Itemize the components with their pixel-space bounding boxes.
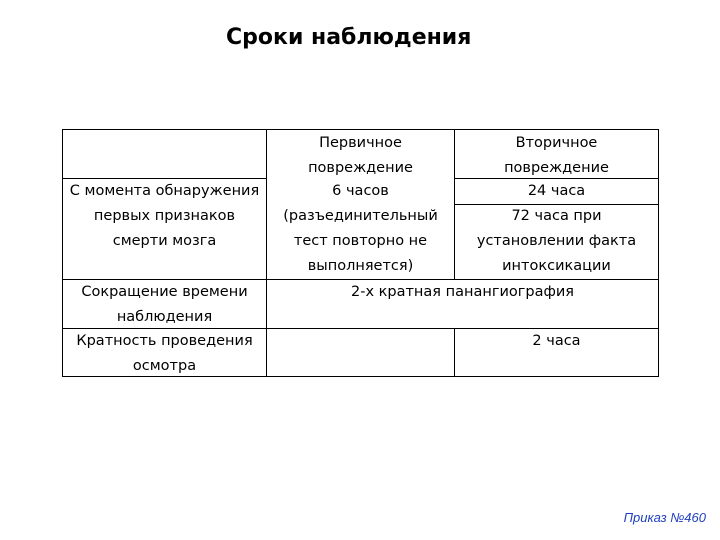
slide-title: Сроки наблюдения — [226, 25, 472, 50]
row-detection-secondary-line-2: 72 часа при — [511, 208, 602, 224]
order-reference: Приказ №460 — [623, 510, 706, 525]
row-shortening-label — [63, 280, 266, 330]
header-secondary-line-1: Вторичное — [515, 135, 598, 151]
row-detection-label — [63, 179, 266, 254]
header-primary-line-1: Первичное — [319, 135, 402, 151]
row-detection-primary — [267, 179, 454, 279]
row-detection-secondary-line-3: установлении факта — [476, 233, 637, 249]
row-frequency-label-line-1: Кратность проведения — [76, 333, 253, 349]
row-detection-primary-line-2: (разъединительный — [283, 208, 438, 224]
row-detection-label-line-1: С момента обнаружения — [69, 183, 260, 199]
row-detection-label-line-3: смерти мозга — [112, 233, 217, 249]
row-detection-primary-line-3: тест повторно не — [293, 233, 428, 249]
row-detection-secondary-line-4: интоксикации — [502, 258, 611, 274]
row-frequency-label — [63, 329, 266, 379]
row-frequency-label-line-2: осмотра — [132, 358, 197, 374]
header-secondary-line-2: повреждение — [504, 160, 609, 176]
row-frequency-secondary-text: 2 часа — [532, 333, 581, 349]
row-detection-primary-line-4: выполняется) — [307, 258, 414, 274]
row-frequency-secondary — [455, 329, 658, 354]
observation-table — [62, 129, 659, 377]
row-detection-secondary-line-1: 24 часа — [527, 183, 586, 199]
row-detection-label-line-2: первых признаков — [93, 208, 236, 224]
row-shortening-value-text: 2-х кратная панангиография — [350, 284, 574, 300]
header-primary-line-2: повреждение — [308, 160, 413, 176]
header-primary-damage — [267, 131, 454, 181]
row-shortening-label-line-1: Сокращение времени — [81, 284, 248, 300]
row-detection-primary-line-1: 6 часов — [332, 183, 389, 199]
header-secondary-damage — [455, 131, 658, 181]
row-shortening-value — [267, 280, 658, 305]
row-shortening-label-line-2: наблюдения — [116, 309, 213, 325]
row-detection-secondary — [455, 179, 658, 279]
